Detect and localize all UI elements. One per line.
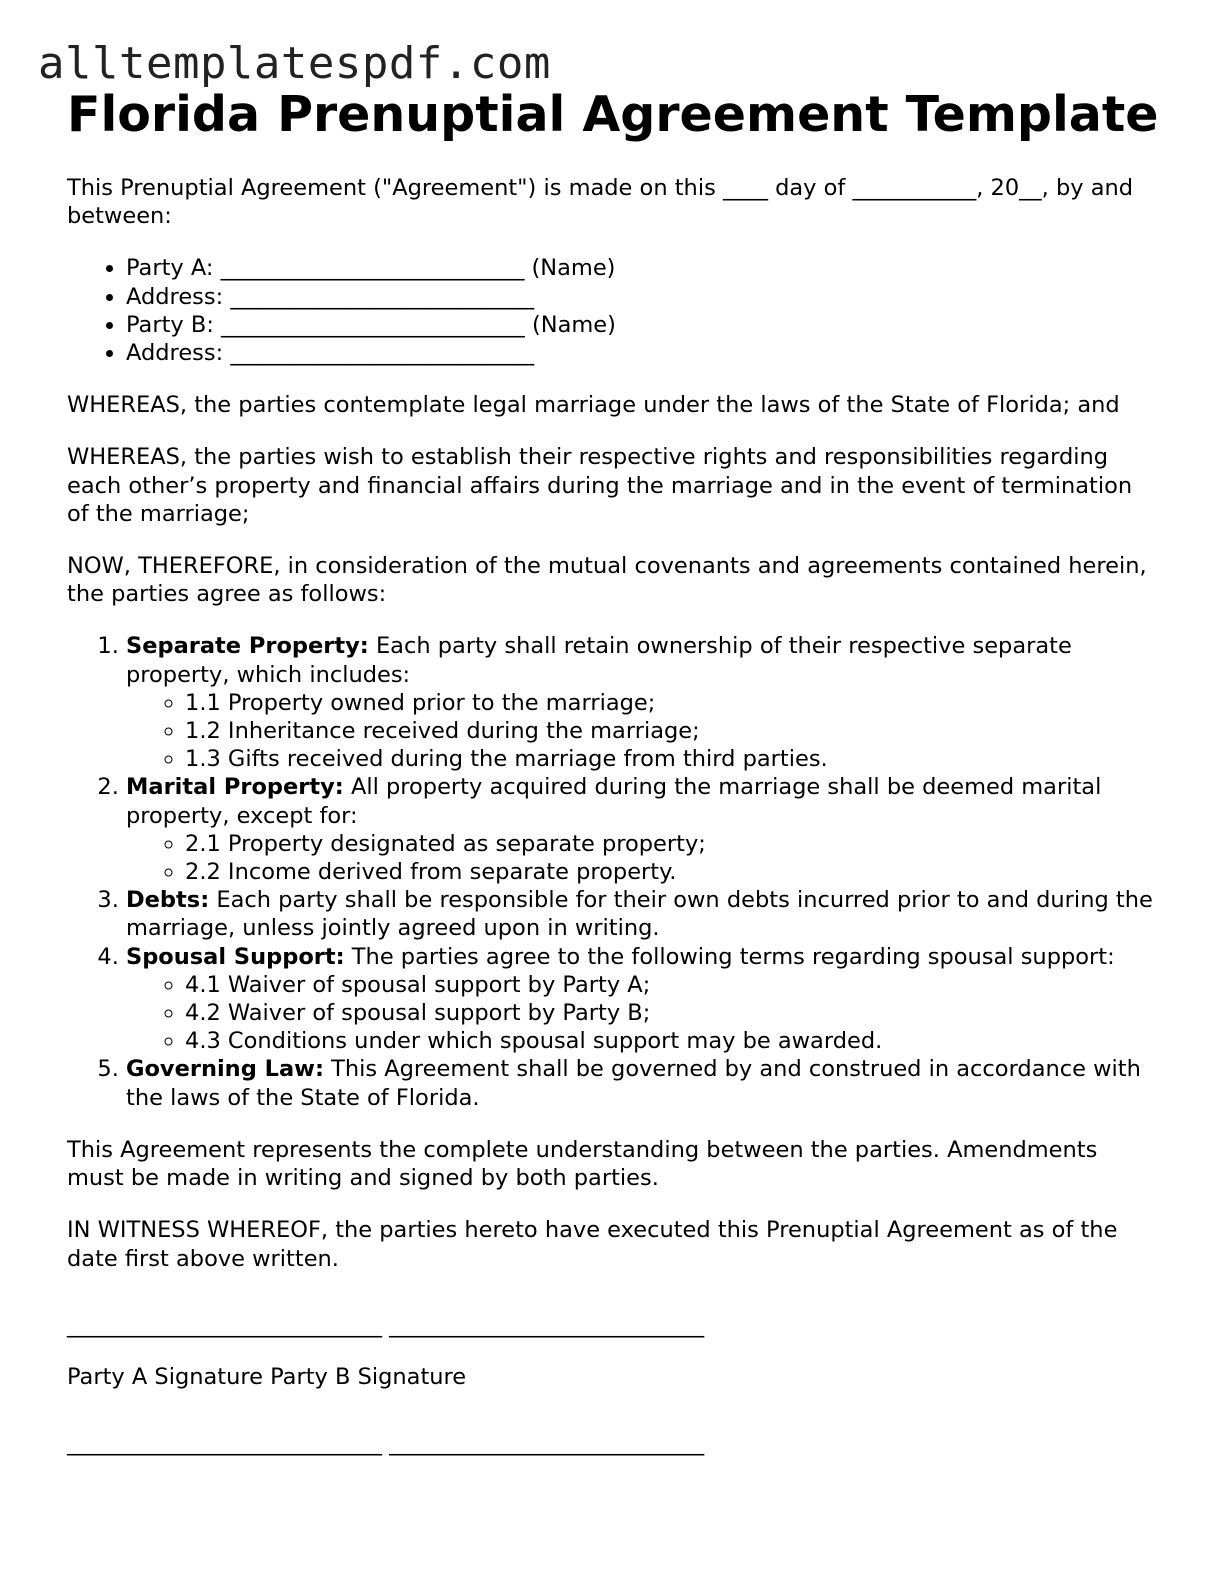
sub-list bbox=[126, 971, 1157, 1056]
list-item-address-a: • Address: ___________________________ bbox=[126, 283, 1157, 311]
signature-labels: Party A Signature Party B Signature bbox=[67, 1363, 467, 1390]
signature-lines: ____________________________ ____________________________ bbox=[67, 1311, 705, 1338]
list-item-address-b: • Address: ___________________________ bbox=[126, 339, 1157, 367]
term-spousal-support bbox=[126, 943, 1157, 1056]
term-text: All property acquired during the marriage shall be deemed marital property, except for: bbox=[126, 774, 1102, 829]
term-separate-property bbox=[126, 632, 1157, 773]
terms-list bbox=[67, 632, 1157, 1111]
whereas-paragraph-1: WHEREAS, the parties contemplate legal marriage under the laws of the State of Florida; and bbox=[67, 392, 1120, 419]
term-text: Each party shall be responsible for their own debts incurred prior to and during the marriage, unless jointly agreed upon in writing. bbox=[126, 887, 1153, 942]
term-heading: Spousal Support: bbox=[126, 943, 345, 970]
term-debts bbox=[126, 886, 1157, 942]
sub-list bbox=[126, 830, 1157, 886]
term-heading: Governing Law: bbox=[126, 1056, 324, 1083]
term-heading: Separate Property: bbox=[126, 633, 369, 660]
parties-list bbox=[67, 254, 1157, 367]
watermark-logo: alltemplatespdf.com bbox=[38, 38, 551, 89]
complete-understanding-paragraph: This Agreement represents the complete understanding between the parties. Amendments must be made in writing and signed by both parties. bbox=[67, 1136, 1098, 1192]
term-marital-property bbox=[126, 773, 1157, 886]
term-text: The parties agree to the following terms regarding spousal support: bbox=[344, 943, 1115, 970]
term-text: Each party shall retain ownership of their respective separate property, which includes: bbox=[126, 633, 1072, 688]
witness-paragraph: IN WITNESS WHEREOF, the parties hereto have executed this Prenuptial Agreement as of the date first above written. bbox=[67, 1217, 1118, 1272]
term-heading: Debts: bbox=[126, 887, 210, 914]
page-title: Florida Prenuptial Agreement Template bbox=[67, 86, 1159, 143]
list-item-party-a: • Party A: ___________________________ (Name) bbox=[126, 254, 1157, 282]
date-lines: ____________________________ ____________________________ bbox=[67, 1430, 705, 1457]
sub-item: ◦ 4.3 Conditions under which spousal support may be awarded. bbox=[185, 1027, 1157, 1055]
document-body bbox=[67, 86, 1157, 1481]
sub-item: ◦ 1.3 Gifts received during the marriage from third parties. bbox=[185, 745, 1157, 773]
sub-item: ◦ 4.1 Waiver of spousal support by Party A; bbox=[185, 971, 1157, 999]
sub-list bbox=[126, 689, 1157, 774]
therefore-paragraph: NOW, THEREFORE, in consideration of the mutual covenants and agreements contained herein, the parties agree as follows: bbox=[67, 553, 1147, 608]
term-text: This Agreement shall be governed by and construed in accordance with the laws of the State of Florida. bbox=[126, 1056, 1141, 1111]
sub-item: ◦ 1.1 Property owned prior to the marriage; bbox=[185, 689, 1157, 717]
whereas-paragraph-2: WHEREAS, the parties wish to establish their respective rights and responsibilities regarding each other’s property and financial affairs during the marriage and in the event of termination of the marriage; bbox=[67, 444, 1133, 527]
term-heading: Marital Property: bbox=[126, 774, 344, 801]
intro-paragraph: This Prenuptial Agreement ("Agreement") is made on this ____ day of ___________, 20__, by and between: bbox=[67, 175, 1134, 230]
sub-item: ◦ 4.2 Waiver of spousal support by Party B; bbox=[185, 999, 1157, 1027]
sub-item: ◦ 1.2 Inheritance received during the marriage; bbox=[185, 717, 1157, 745]
sub-item: ◦ 2.2 Income derived from separate property. bbox=[185, 858, 1157, 886]
term-governing-law bbox=[126, 1055, 1157, 1111]
list-item-party-b: • Party B: ___________________________ (Name) bbox=[126, 311, 1157, 339]
sub-item: ◦ 2.1 Property designated as separate property; bbox=[185, 830, 1157, 858]
